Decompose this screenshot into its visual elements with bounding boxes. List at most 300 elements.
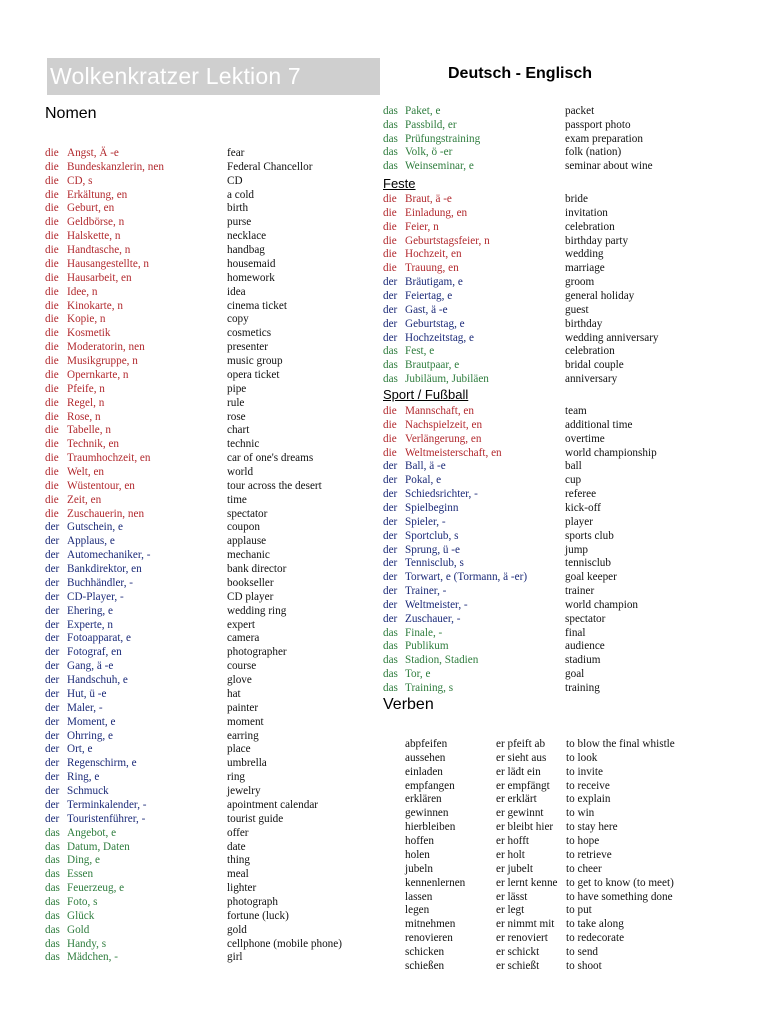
vocab-row: [383, 501, 713, 515]
german-word: Mannschaft, en: [405, 405, 474, 417]
vocab-row: [45, 756, 375, 770]
article: die: [45, 479, 59, 492]
article: der: [45, 646, 60, 659]
verb-row: [405, 903, 745, 917]
article: die: [45, 244, 59, 257]
article: die: [45, 257, 59, 270]
vocab-row: [383, 639, 713, 653]
german-word: Spieler, -: [405, 515, 446, 528]
article: die: [45, 452, 59, 465]
german-word: Zuschauer, -: [405, 612, 461, 625]
german-word: Tennisclub, s: [405, 557, 464, 570]
english-translation: fear: [227, 147, 245, 159]
english-translation: goal: [565, 668, 585, 681]
vocab-row: [383, 598, 713, 612]
article: das: [383, 132, 398, 145]
verb-conjugation: er lädt ein: [496, 765, 541, 778]
english-translation: rule: [227, 396, 245, 409]
article: der: [45, 743, 60, 756]
english-translation: to send: [566, 946, 599, 959]
english-translation: spectator: [227, 507, 268, 520]
english-translation: place: [227, 743, 251, 756]
vocab-row: [45, 382, 375, 396]
vocab-row: [45, 354, 375, 368]
vocab-row: [45, 798, 375, 812]
verb-infinitive: einladen: [405, 765, 443, 778]
article: der: [45, 535, 60, 548]
article: die: [383, 262, 397, 275]
vocab-row: [45, 299, 375, 313]
vocab-row: [45, 396, 375, 410]
vocab-row: [45, 201, 375, 215]
verb-conjugation: er empfängt: [496, 779, 550, 792]
english-translation: additional time: [565, 418, 633, 431]
verb-conjugation: er schickt: [496, 946, 540, 959]
german-word: Tor, e: [405, 668, 431, 681]
verb-infinitive: hoffen: [405, 835, 434, 848]
article: der: [383, 331, 398, 344]
section-title-nomen: Nomen: [45, 105, 97, 122]
vocab-row: [383, 344, 713, 358]
vocab-row: [383, 543, 713, 557]
article: der: [383, 529, 398, 542]
vocab-row: [383, 432, 713, 446]
article: die: [383, 193, 397, 205]
english-translation: rose: [227, 410, 246, 423]
verb-row: [405, 890, 745, 904]
german-word: Geburt, en: [67, 202, 115, 215]
article: der: [383, 571, 398, 584]
verb-row: [405, 820, 745, 834]
vocab-row: [45, 229, 375, 243]
german-word: Feiertag, e: [405, 289, 453, 302]
german-word: Paket, e: [405, 105, 441, 117]
german-word: Hausangestellte, n: [67, 257, 150, 270]
english-translation: tourist guide: [227, 812, 284, 825]
verb-row: [405, 834, 745, 848]
english-translation: a cold: [227, 188, 255, 201]
german-word: Pfeife, n: [67, 382, 105, 395]
vocab-row: [383, 612, 713, 626]
article: der: [383, 317, 398, 330]
article: der: [45, 812, 60, 825]
verb-infinitive: kennenlernen: [405, 876, 466, 889]
article: das: [383, 118, 398, 131]
english-translation: lighter: [227, 882, 257, 895]
english-translation: cup: [565, 474, 582, 487]
english-translation: wedding anniversary: [565, 331, 659, 344]
german-word: Tabelle, n: [67, 424, 111, 437]
article: der: [383, 557, 398, 570]
verb-conjugation: er bleibt hier: [496, 821, 554, 834]
vocab-row: [383, 404, 713, 418]
german-word: Terminkalender, -: [67, 798, 147, 811]
article: das: [383, 359, 398, 372]
article: die: [45, 382, 59, 395]
vocab-row: [45, 645, 375, 659]
english-translation: course: [227, 660, 257, 673]
article: der: [45, 632, 60, 645]
article: das: [383, 626, 398, 639]
article: die: [45, 424, 59, 437]
german-word: Geburtstag, e: [405, 317, 465, 330]
vocab-row: [383, 234, 713, 248]
article: das: [383, 373, 398, 386]
english-translation: applause: [227, 535, 267, 548]
german-word: Volk, ö -er: [405, 146, 453, 159]
vocab-row: [45, 312, 375, 326]
english-translation: presenter: [227, 341, 268, 354]
article: die: [45, 174, 59, 187]
article: der: [383, 303, 398, 316]
article: der: [45, 549, 60, 562]
article: das: [45, 937, 60, 950]
german-word: Hochzeitstag, e: [405, 331, 474, 344]
vocab-row: [45, 257, 375, 271]
english-translation: pipe: [227, 382, 247, 395]
german-word: Musikgruppe, n: [67, 355, 138, 368]
german-word: Kinokarte, n: [67, 299, 123, 312]
vocab-row: [383, 303, 713, 317]
english-translation: photograph: [227, 895, 278, 908]
german-word: Passbild, er: [405, 118, 457, 131]
german-word: Braut, ä -e: [405, 193, 452, 205]
english-translation: opera ticket: [227, 368, 280, 381]
article: die: [45, 271, 59, 284]
article: der: [383, 276, 398, 289]
german-word: Ball, ä -e: [405, 460, 446, 473]
english-translation: marriage: [565, 262, 605, 275]
vocab-row: [45, 715, 375, 729]
english-translation: to cheer: [566, 862, 602, 875]
article: der: [383, 543, 398, 556]
section-title-feste: Feste: [383, 176, 416, 191]
vocab-row: [383, 289, 713, 303]
article: das: [383, 160, 398, 172]
english-translation: overtime: [565, 432, 605, 445]
article: der: [383, 501, 398, 514]
english-translation: car of one's dreams: [227, 452, 314, 465]
vocab-row: [45, 146, 375, 160]
vocab-row: [45, 368, 375, 382]
vocab-row: [45, 895, 375, 909]
german-word: Stadion, Stadien: [405, 654, 479, 667]
german-word: Rose, n: [67, 410, 101, 423]
german-word: Weltmeister, -: [405, 598, 468, 611]
german-word: Gold: [67, 923, 90, 936]
verb-conjugation: er sieht aus: [496, 751, 547, 764]
english-translation: copy: [227, 313, 249, 326]
english-translation: passport photo: [565, 118, 631, 131]
vocab-row: [383, 667, 713, 681]
article: der: [383, 474, 398, 487]
article: die: [383, 234, 397, 247]
german-word: Fotoapparat, e: [67, 632, 131, 645]
article: die: [45, 438, 59, 451]
german-word: Ohrring, e: [67, 729, 113, 742]
english-translation: meal: [227, 868, 249, 881]
english-translation: sports club: [565, 529, 614, 542]
article: der: [45, 757, 60, 770]
verb-row: [405, 945, 745, 959]
article: die: [45, 216, 59, 229]
vocab-row: [45, 604, 375, 618]
vocab-row: [45, 923, 375, 937]
vocab-row: [383, 459, 713, 473]
german-word: Essen: [67, 868, 94, 881]
verb-row: [405, 792, 745, 806]
vocab-row: [383, 515, 713, 529]
german-word: Automechaniker, -: [67, 549, 151, 562]
article: der: [45, 715, 60, 728]
english-translation: wedding ring: [227, 604, 287, 617]
article: die: [45, 327, 59, 340]
english-translation: to invite: [566, 765, 603, 778]
verb-infinitive: schicken: [405, 946, 445, 959]
verb-infinitive: jubeln: [405, 862, 433, 875]
article: der: [45, 604, 60, 617]
article: die: [45, 230, 59, 243]
verb-row: [405, 848, 745, 862]
german-word: Regel, n: [67, 396, 105, 409]
german-word: Sportclub, s: [405, 529, 459, 542]
english-translation: expert: [227, 618, 255, 631]
verb-conjugation: er legt: [496, 904, 525, 917]
vocab-row: [45, 673, 375, 687]
english-translation: trainer: [565, 585, 595, 598]
vocab-row: [45, 479, 375, 493]
article: die: [383, 206, 397, 219]
english-translation: tennisclub: [565, 557, 611, 570]
german-word: Foto, s: [67, 895, 98, 908]
article: der: [45, 521, 60, 534]
english-translation: housemaid: [227, 257, 276, 270]
english-translation: birthday: [565, 317, 603, 330]
english-translation: to blow the final whistle: [566, 738, 675, 750]
english-translation: thing: [227, 854, 250, 867]
english-translation: to stay here: [566, 821, 618, 834]
english-translation: birthday party: [565, 234, 629, 247]
english-translation: world: [227, 466, 254, 478]
german-word: Einladung, en: [405, 206, 468, 219]
vocab-row: [383, 529, 713, 543]
page-title: Wolkenkratzer Lektion 7: [50, 63, 301, 89]
english-translation: referee: [565, 488, 597, 501]
article: der: [45, 563, 60, 576]
vocab-row: [383, 145, 713, 159]
verb-infinitive: abpfeifen: [405, 738, 448, 750]
vocab-row: [45, 937, 375, 951]
german-word: Training, s: [405, 682, 454, 694]
english-translation: world champion: [565, 598, 639, 611]
vocab-row: [45, 493, 375, 507]
verb-conjugation: er lernt kenne: [496, 876, 558, 889]
vocab-row: [383, 118, 713, 132]
article: das: [383, 640, 398, 653]
vocab-row: [45, 812, 375, 826]
verb-row: [405, 959, 745, 973]
article: das: [45, 868, 60, 881]
article: das: [45, 854, 60, 867]
german-word: Handy, s: [67, 937, 107, 950]
verb-conjugation: er pfeift ab: [496, 738, 546, 750]
article: der: [383, 488, 398, 501]
english-translation: cinema ticket: [227, 299, 287, 312]
english-translation: to get to know (to meet): [566, 876, 674, 889]
german-word: Trauung, en: [405, 262, 459, 275]
english-translation: cosmetics: [227, 327, 272, 340]
article: das: [45, 951, 60, 964]
vocab-row: [383, 473, 713, 487]
vocab-row: [45, 853, 375, 867]
article: der: [383, 289, 398, 302]
german-word: Erkältung, en: [67, 188, 128, 201]
article: das: [383, 682, 398, 694]
german-word: Gast, ä -e: [405, 303, 448, 316]
english-translation: gold: [227, 923, 247, 936]
english-translation: tour across the desert: [227, 479, 322, 492]
vocab-row: [45, 784, 375, 798]
english-translation: bridal couple: [565, 359, 624, 372]
article: der: [45, 660, 60, 673]
english-translation: invitation: [565, 206, 608, 219]
english-translation: apointment calendar: [227, 798, 319, 811]
english-translation: to receive: [566, 779, 610, 792]
english-translation: bank director: [227, 563, 287, 576]
vocab-row: [383, 626, 713, 640]
vocab-row: [45, 520, 375, 534]
vocab-row: [45, 271, 375, 285]
article: das: [45, 840, 60, 853]
vocab-row: [45, 285, 375, 299]
english-translation: coupon: [227, 521, 260, 534]
english-translation: celebration: [565, 220, 615, 233]
german-word: Hut, ü -e: [67, 687, 107, 700]
vocab-row: [45, 243, 375, 257]
vocab-row: [383, 247, 713, 261]
verb-conjugation: er renoviert: [496, 932, 548, 945]
vocab-row: [45, 590, 375, 604]
vocab-row: [45, 618, 375, 632]
german-word: Brautpaar, e: [405, 359, 460, 372]
verb-row: [405, 737, 745, 751]
english-translation: jump: [565, 543, 588, 556]
english-translation: general holiday: [565, 289, 635, 302]
english-translation: packet: [565, 105, 595, 117]
article: die: [45, 410, 59, 423]
german-word: Angebot, e: [67, 826, 117, 839]
english-translation: moment: [227, 715, 264, 728]
verb-infinitive: lassen: [405, 890, 433, 903]
german-word: Touristenführer, -: [67, 812, 146, 825]
german-word: Moment, e: [67, 715, 116, 728]
vocab-row: [45, 576, 375, 590]
vocab-row: [45, 826, 375, 840]
english-translation: time: [227, 493, 247, 506]
article: die: [45, 341, 59, 354]
english-translation: technic: [227, 438, 260, 451]
article: der: [383, 460, 398, 473]
article: der: [45, 674, 60, 687]
article: die: [383, 220, 397, 233]
english-translation: to retrieve: [566, 848, 612, 861]
verb-conjugation: er erklärt: [496, 793, 537, 806]
vocab-row: [45, 562, 375, 576]
vocab-row: [383, 220, 713, 234]
german-word: CD, s: [67, 174, 93, 187]
english-translation: birth: [227, 202, 249, 215]
german-word: Applaus, e: [67, 535, 115, 548]
vocab-row: [383, 681, 713, 695]
vocab-row: [383, 132, 713, 146]
verb-conjugation: er nimmt mit: [496, 918, 555, 931]
german-word: Gutschein, e: [67, 521, 123, 534]
article: das: [383, 146, 398, 159]
verb-conjugation: er schießt: [496, 959, 540, 972]
vocab-row: [383, 331, 713, 345]
english-translation: date: [227, 840, 246, 853]
article: die: [45, 396, 59, 409]
article: die: [45, 313, 59, 326]
german-word: Ring, e: [67, 771, 100, 784]
article: das: [45, 923, 60, 936]
english-translation: guest: [565, 303, 589, 316]
vocab-row: [383, 358, 713, 372]
english-translation: wedding: [565, 248, 604, 261]
language-header: Deutsch - Englisch: [448, 65, 593, 82]
english-translation: groom: [565, 276, 595, 289]
german-word: Jubiläum, Jubiläen: [405, 373, 489, 386]
vocab-row: [45, 950, 375, 964]
english-translation: ball: [565, 460, 582, 473]
english-translation: photographer: [227, 646, 287, 659]
english-translation: to put: [566, 904, 592, 917]
english-translation: purse: [227, 216, 252, 229]
article: die: [383, 248, 397, 261]
english-translation: cellphone (mobile phone): [227, 937, 342, 950]
german-word: Torwart, e (Tormann, ä -er): [405, 571, 528, 584]
article: das: [383, 654, 398, 667]
vocab-row: [45, 174, 375, 188]
vocab-row: [45, 507, 375, 521]
german-word: Bräutigam, e: [405, 276, 463, 289]
english-translation: umbrella: [227, 757, 267, 770]
german-word: Trainer, -: [405, 585, 447, 598]
german-word: Zuschauerin, nen: [67, 507, 145, 520]
german-word: Gang, ä -e: [67, 660, 114, 673]
german-word: Zeit, en: [67, 493, 102, 506]
article: der: [383, 598, 398, 611]
english-translation: bride: [565, 193, 588, 205]
german-word: Datum, Daten: [67, 840, 130, 853]
article: der: [45, 701, 60, 714]
article: das: [45, 895, 60, 908]
verb-infinitive: empfangen: [405, 779, 455, 792]
article: das: [383, 105, 398, 117]
german-word: Wüstentour, en: [67, 479, 135, 492]
vocab-row: [383, 372, 713, 386]
article: das: [45, 909, 60, 922]
german-word: Moderatorin, nen: [67, 341, 145, 354]
article: die: [383, 405, 397, 417]
vocab-row: [45, 687, 375, 701]
english-translation: idea: [227, 285, 246, 298]
vocab-row: [383, 104, 713, 118]
verb-row: [405, 876, 745, 890]
english-translation: painter: [227, 701, 259, 714]
vocab-row: [45, 451, 375, 465]
english-translation: offer: [227, 826, 249, 839]
